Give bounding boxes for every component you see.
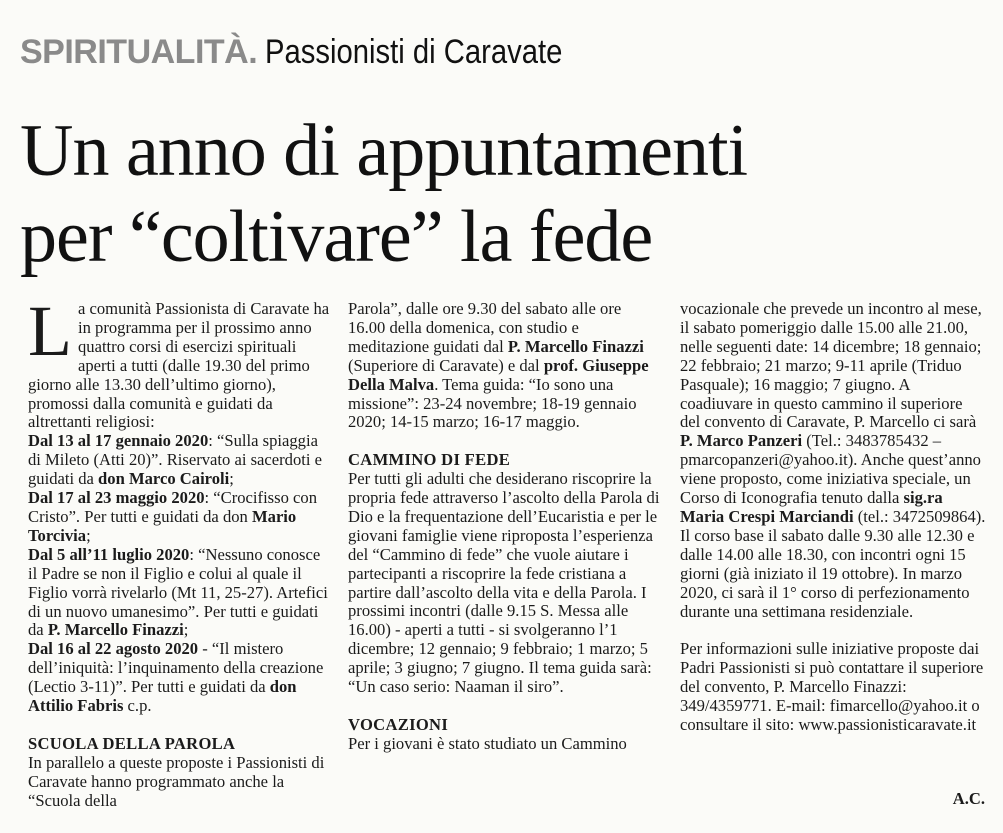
section-title-scuola: SCUOLA DELLA PAROLA xyxy=(28,733,236,753)
intro-paragraph: La comunità Passionista di Caravate ha in programma per il prossimo anno quattro corsi di esercizi spirituali aperti a tutti (dalle 19.30 del primo giorno alle 13.30 dell’ultimo giorno), promossi dalla comunità e guidati da altrettanti religiosi: xyxy=(28,291,330,432)
course-3: Dal 5 all’11 luglio 2020: “Nessuno conosce il Padre se non il Figlio e colui al quale il Figlio vorrà rivelarlo (Mt 11, 25-27). Artefici di un nuovo umanesimo”. Per tutti e guidati da P. Marcello Finazzi; xyxy=(28,544,328,640)
section-label: SPIRITUALITÀ. xyxy=(20,33,258,71)
course-2: Dal 17 al 23 maggio 2020: “Crocifisso con Cristo”. Per tutti e guidati da don Mario Torcivia; xyxy=(28,488,317,545)
section-title-cammino: CAMMINO DI FEDE xyxy=(348,450,511,470)
vocazioni-continued: vocazionale che prevede un incontro al mese, il sabato pomeriggio dalle 15.00 alle 21.00, nelle seguenti date: 14 dicembre; 18 gennaio; 22 febbraio; 21 marzo; 9-11 aprile (Triduo Pasquale); 16 maggio; 7 giugno. A coadiuvare in questo cammino il superiore del convento di Caravate, P. Marcello ci sarà P. Marco Panzeri (Tel.: 3483785432 – pmarcopanzeri@yahoo.it). Anche quest’anno viene proposto, come iniziativa speciale, un Corso di Iconografia tenuto dalla sig.ra Maria Crespi Marciandi (tel.: 3472509864). Il corso base il sabato dalle 9.30 alle 12.30 e dalle 14.00 alle 18.30, con incontri ogni 15 giorni (già iniziato il 19 ottobre). In marzo 2020, ci sarà il 1° corso di perfezionamento durante una settimana residenziale. xyxy=(680,299,986,621)
scuola-paragraph: In parallelo a queste proposte i Passionisti di Caravate hanno programmato anche la “Scuola della xyxy=(28,752,325,810)
guide-della-malva: prof. Giuseppe Della Malva xyxy=(348,355,649,394)
course-1: Dal 13 al 17 gennaio 2020: “Sulla spiaggia di Mileto (Atti 20)”. Riservato ai sacerdoti e guidati da don Marco Cairoli; xyxy=(28,431,322,489)
headline xyxy=(20,108,990,280)
course-2-date: Dal 17 al 23 maggio 2020 xyxy=(28,488,205,508)
column-3 xyxy=(680,300,986,735)
section-title-vocazioni: VOCAZIONI xyxy=(348,714,449,734)
course-3-guide: P. Marcello Finazzi xyxy=(47,620,184,640)
headline-line-1: Un anno di appuntamenti xyxy=(20,110,748,192)
drop-cap: L xyxy=(28,291,72,371)
scuola-continued: Parola”, dalle ore 9.30 del sabato alle ore 16.00 della domenica, con studio e meditazione guidati dal P. Marcello Finazzi (Superiore di Caravate) e dal prof. Giuseppe Della Malva. Tema guida: “Io sono una missione”: 23-24 novembre; 18-19 gennaio 2020; 14-15 marzo; 16-17 maggio. xyxy=(348,299,649,432)
info-paragraph: Per informazioni sulle iniziative proposte dai Padri Passionisti si può contattare il superiore del convento, P. Marcello Finazzi: 349/4359771. E-mail: fimarcello@yahoo.it o consultare il sito: www.passionisticaravate.it xyxy=(680,639,984,734)
course-4-date: Dal 16 al 22 agosto 2020 xyxy=(28,639,199,659)
author-signature: A.C. xyxy=(952,789,985,808)
course-4: Dal 16 al 22 agosto 2020 - “Il mistero dell’iniquità: l’inquinamento della creazione (Lectio 3-11)”. Per tutti e guidati da don Attilio Fabris c.p. xyxy=(28,639,324,716)
course-1-guide: don Marco Cairoli xyxy=(98,469,230,489)
course-3-date: Dal 5 all’11 luglio 2020 xyxy=(28,544,190,564)
course-4-guide: don Attilio Fabris xyxy=(28,677,297,716)
column-1 xyxy=(28,291,330,810)
kicker xyxy=(20,30,611,74)
guide-panzeri: P. Marco Panzeri xyxy=(680,431,803,451)
headline-line-2: per “coltivare” la fede xyxy=(20,196,653,278)
guide-crespi-marciandi: sig.ra Maria Crespi Marciandi xyxy=(680,488,943,526)
column-2 xyxy=(348,300,662,754)
course-1-date: Dal 13 al 17 gennaio 2020 xyxy=(28,431,209,451)
cammino-paragraph: Per tutti gli adulti che desiderano riscoprire la propria fede attraverso l’ascolto della Parola di Dio e la frequentazione dell’Eucaristia e per le giovani famiglie viene riproposta l’esperienza del “Cammino di fede” che vuole aiutare i partecipanti a riscoprire la fede cristiana a partire dall’ascolto della vita e della Parola. I prossimi incontri (dalle 9.15 S. Messa alle 16.00) - aperti a tutti - si svolgeranno l’1 dicembre; 12 gennaio; 9 febbraio; 1 marzo; 5 aprile; 3 giugno; 7 giugno. Il tema guida sarà: “Un caso serio: Naaman il siro”. xyxy=(348,469,660,697)
topic-label: Passionisti di Caravate xyxy=(265,33,563,71)
guide-finazzi: P. Marcello Finazzi xyxy=(507,336,644,356)
course-2-guide: Mario Torcivia xyxy=(28,506,297,545)
vocazioni-paragraph: Per i giovani è stato studiato un Cammino xyxy=(348,733,627,753)
